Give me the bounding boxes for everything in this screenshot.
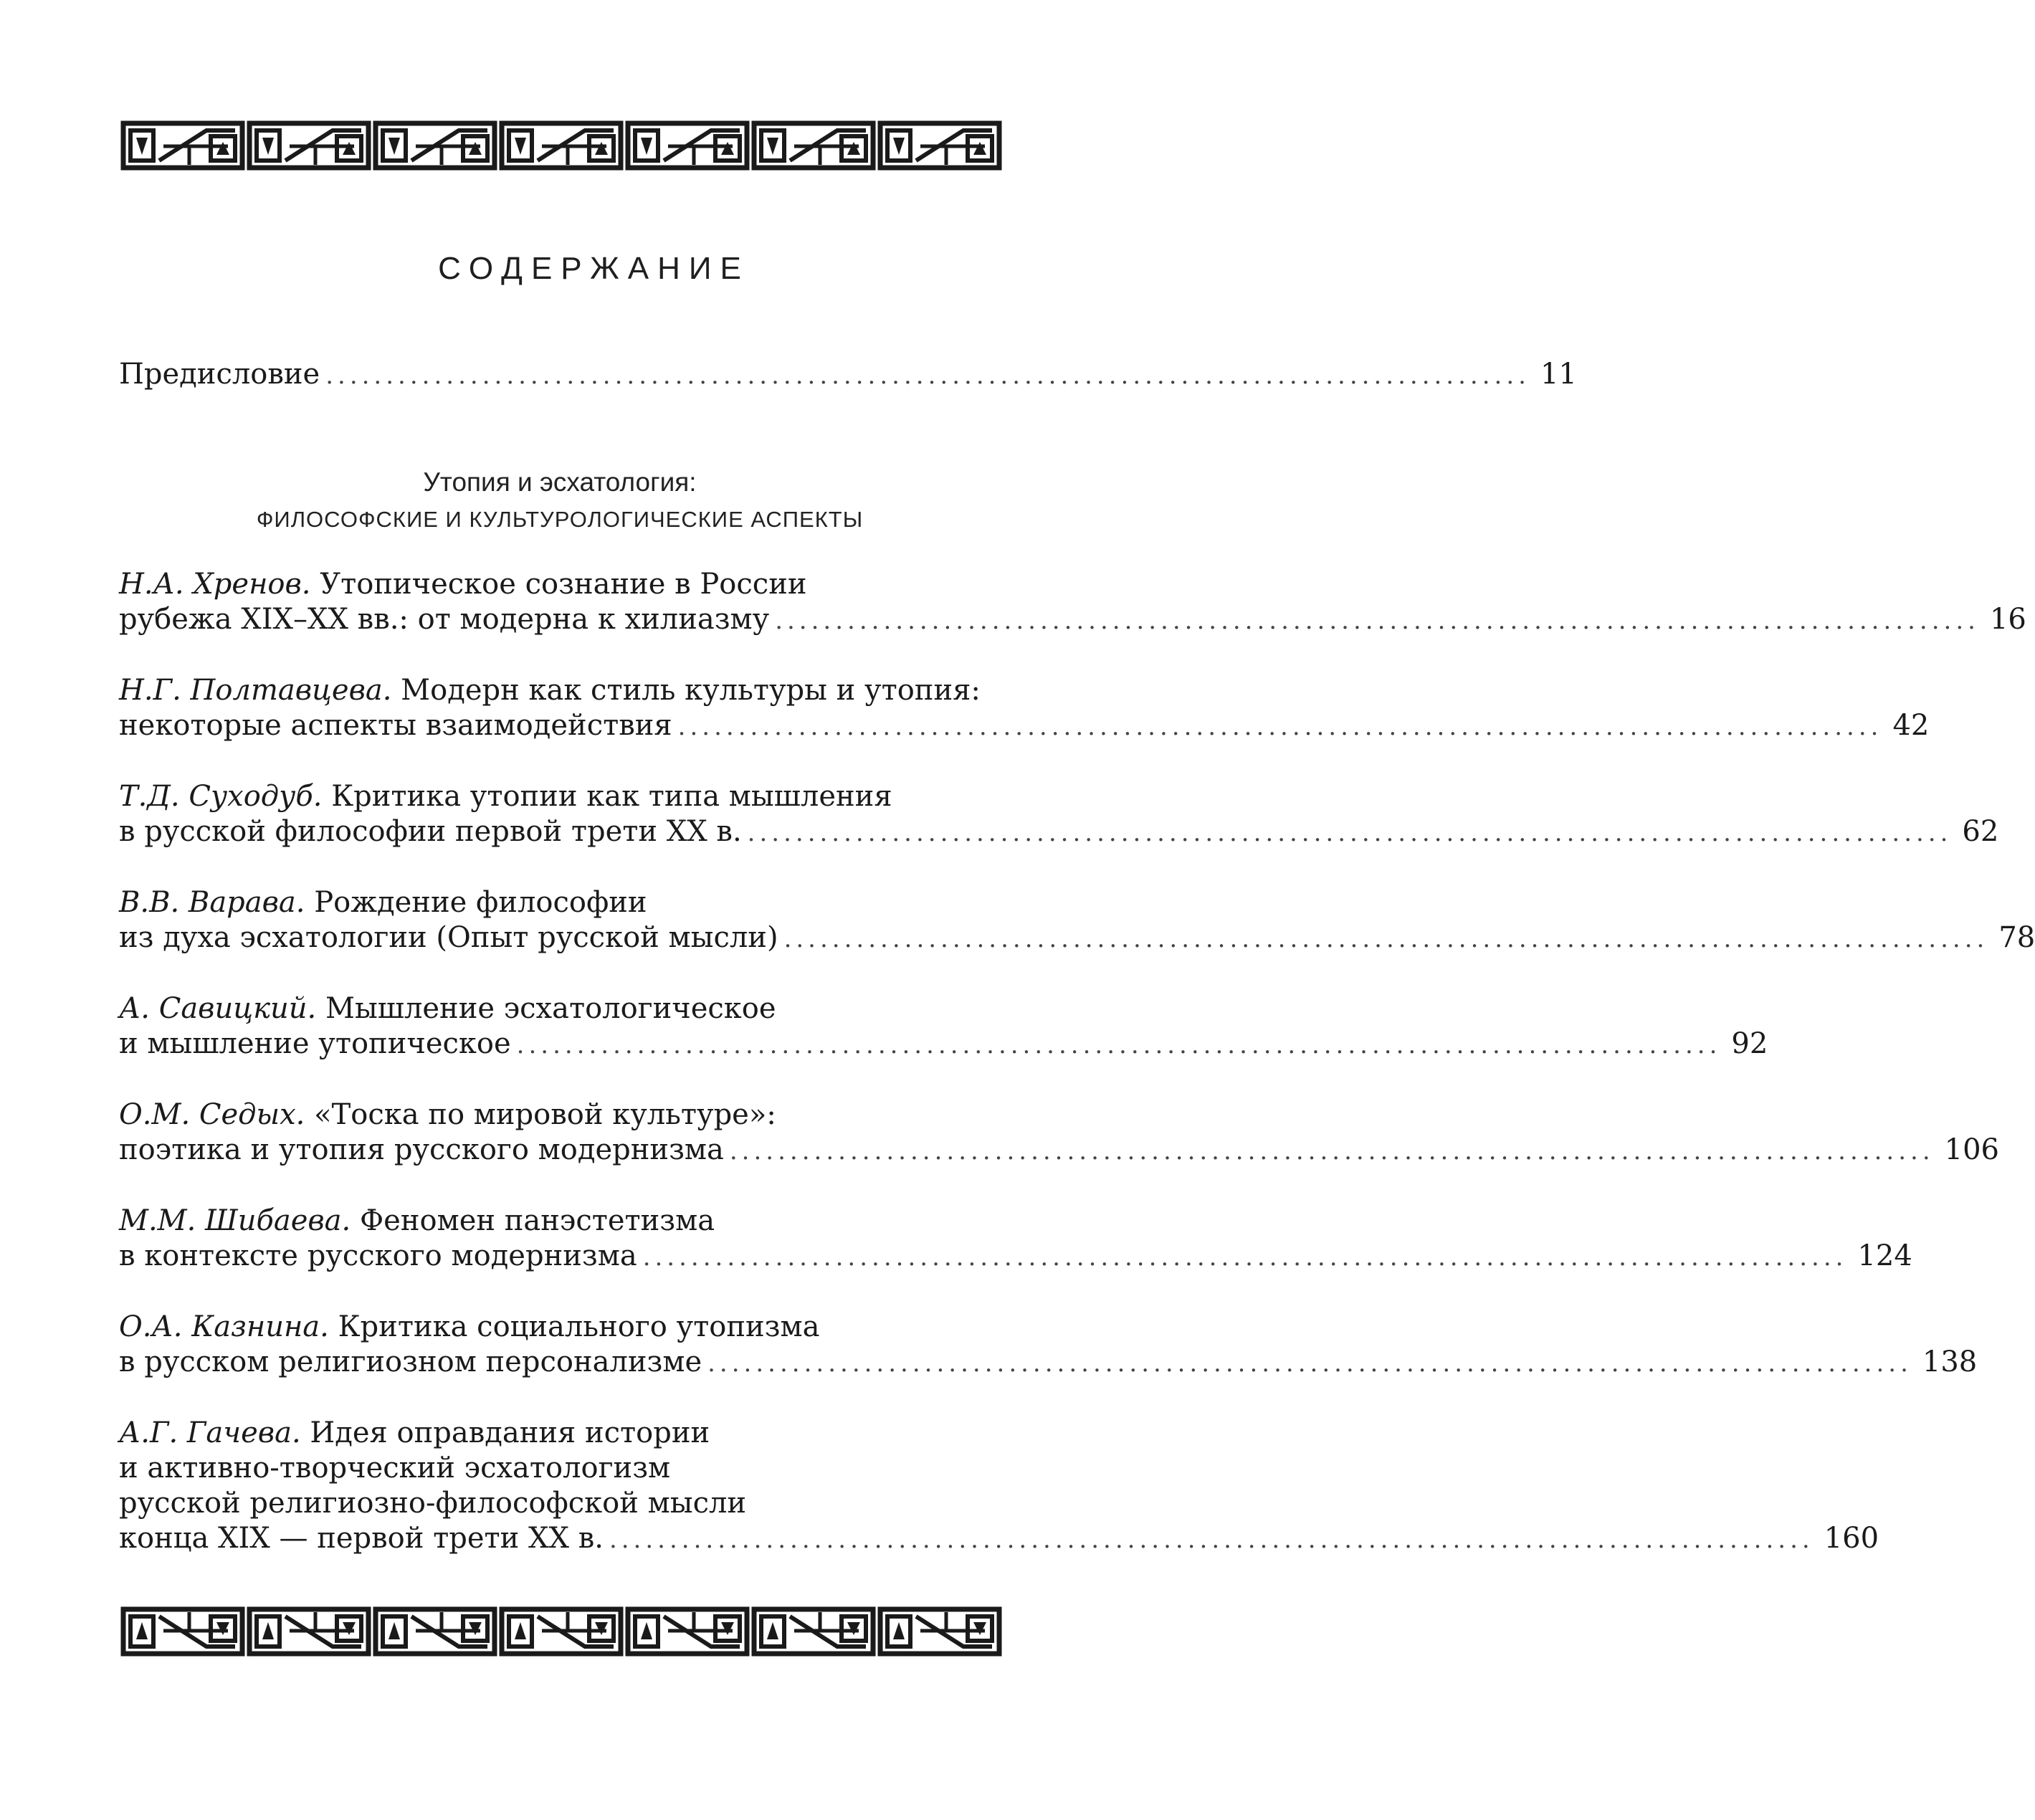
toc-entry[interactable] bbox=[119, 991, 1768, 1063]
page-title: СОДЕРЖАНИЕ bbox=[438, 251, 750, 286]
entry-title-continued: поэтика и утопия русского модернизма bbox=[119, 1133, 724, 1166]
table-of-contents bbox=[119, 344, 2035, 1558]
page-number: 106 bbox=[1944, 1133, 1999, 1166]
toc-entry[interactable] bbox=[119, 1097, 1999, 1169]
toc-entry[interactable] bbox=[119, 1310, 1978, 1381]
toc-entry[interactable] bbox=[119, 1204, 1912, 1275]
entry-title: Утопическое сознание в России bbox=[320, 568, 807, 601]
entry-title-continued: в контексте русского модернизма bbox=[119, 1239, 637, 1272]
dot-leader: .................................................................................................... bbox=[325, 361, 1530, 390]
entry-title-continued: в русской философии первой трети XX в. bbox=[119, 815, 742, 848]
toc-entry-preface[interactable] bbox=[119, 357, 1577, 394]
toc-entry[interactable] bbox=[119, 673, 1930, 745]
dot-leader: .................................................................................................... bbox=[516, 1031, 1722, 1059]
entry-title: Идея оправдания истории bbox=[310, 1416, 710, 1449]
page-number: 11 bbox=[1540, 358, 1577, 391]
page-number: 160 bbox=[1824, 1522, 1879, 1555]
toc-entry[interactable] bbox=[119, 779, 1999, 851]
dot-leader: .................................................................................................... bbox=[783, 925, 1989, 953]
toc-entry[interactable] bbox=[119, 567, 2026, 639]
entry-author: О.М. Седых. bbox=[119, 1098, 305, 1131]
dot-leader: .................................................................................................... bbox=[707, 1349, 1912, 1378]
entry-title-continued: в русском религиозном персонализме bbox=[119, 1345, 702, 1378]
section-subtitle: ФИЛОСОФСКИЕ И КУЛЬТУРОЛОГИЧЕСКИЕ АСПЕКТЫ bbox=[256, 507, 864, 532]
section-title: Утопия и эсхатология: bbox=[423, 467, 697, 497]
entry-author: Н.А. Хренов. bbox=[119, 568, 311, 601]
dot-leader: .................................................................................................... bbox=[609, 1525, 1814, 1554]
page-number: 124 bbox=[1857, 1239, 1912, 1272]
entry-title-continued: рубежа XIX–XX вв.: от модерна к хилиазму bbox=[119, 603, 770, 636]
entry-title: Модерн как стиль культуры и утопия: bbox=[401, 674, 981, 707]
entry-title-continued: из духа эсхатологии (Опыт русской мысли) bbox=[119, 921, 778, 954]
dot-leader: .................................................................................................... bbox=[642, 1243, 1848, 1272]
entry-title-continued: и мышление утопическое bbox=[119, 1027, 511, 1060]
page-number: 16 bbox=[1989, 603, 2026, 636]
entry-author: М.М. Шибаева. bbox=[119, 1204, 351, 1237]
section-heading bbox=[119, 464, 1001, 538]
entry-title: Рождение философии bbox=[314, 886, 647, 919]
entry-title: Критика утопии как типа мышления bbox=[331, 780, 892, 813]
entry-title-continued: конца XIX — первой трети XX в. bbox=[119, 1522, 604, 1555]
entry-title: Мышление эсхатологическое bbox=[325, 992, 776, 1025]
entry-author: А.Г. Гачева. bbox=[119, 1416, 301, 1449]
entry-title: «Тоска по мировой культуре»: bbox=[314, 1098, 776, 1131]
page-number: 92 bbox=[1731, 1027, 1768, 1060]
page-number: 138 bbox=[1922, 1345, 1978, 1378]
decorative-border-bottom bbox=[120, 1601, 1002, 1662]
page-number: 78 bbox=[1998, 921, 2035, 954]
entry-author: О.А. Казнина. bbox=[119, 1310, 329, 1343]
dot-leader: .................................................................................................... bbox=[677, 713, 1883, 741]
dot-leader: .................................................................................................... bbox=[775, 606, 1980, 635]
toc-entry[interactable] bbox=[119, 885, 2035, 957]
entry-author: Т.Д. Суходуб. bbox=[119, 780, 323, 813]
entry-title: Предисловие bbox=[119, 358, 320, 391]
dot-leader: .................................................................................................... bbox=[729, 1137, 1935, 1166]
dot-leader: .................................................................................................... bbox=[747, 819, 1953, 847]
toc-entry[interactable] bbox=[119, 1416, 1879, 1558]
page-number: 62 bbox=[1962, 815, 1999, 848]
page-number: 42 bbox=[1892, 709, 1930, 742]
entry-author: Н.Г. Полтавцева. bbox=[119, 674, 392, 707]
entry-author: В.В. Варава. bbox=[119, 886, 305, 919]
entry-title-continued: некоторые аспекты взаимодействия bbox=[119, 709, 672, 742]
entry-title: Феномен панэстетизма bbox=[359, 1204, 715, 1237]
decorative-border-top bbox=[120, 115, 1002, 176]
entry-title: Критика социального утопизма bbox=[338, 1310, 820, 1343]
entry-title-continued: и активно-творческий эсхатологизм bbox=[119, 1452, 671, 1485]
entry-title-continued: русской религиозно-философской мысли bbox=[119, 1487, 747, 1520]
entry-author: А. Савицкий. bbox=[119, 992, 317, 1025]
